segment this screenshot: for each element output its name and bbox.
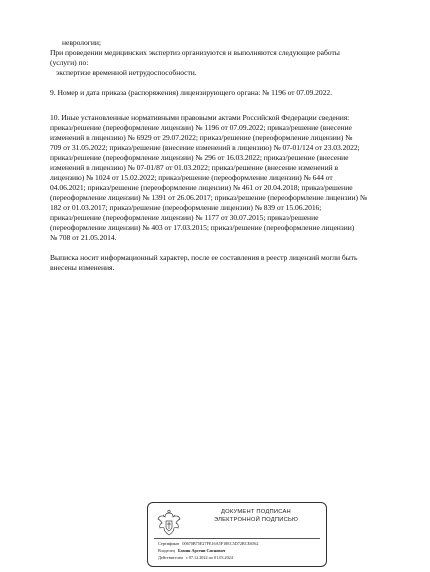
stamp-owner — [158, 548, 225, 553]
disclaimer-text: внесены изменения. — [50, 263, 115, 272]
electronic-signature-stamp — [147, 502, 327, 567]
text-line: При проведении медицинских экспертиз организуются и выполняются следующие работы — [50, 48, 340, 57]
text-line: изменений в лицензию) № 07-01/87 от 01.03.2022; приказ/решение (внесение изменений в — [50, 163, 338, 172]
text-line: лицензию) № 1024 от 15.02.2022; приказ/решение (переоформление лицензии) № 644 от — [50, 173, 333, 182]
certificate-label: Сертификат — [158, 541, 180, 546]
text-line: приказ/решение (переоформление лицензии) № 296 от 16.03.2022; приказ/решение (внесение — [50, 153, 349, 162]
text-line: приказ/решение (переоформление лицензии) № 1177 от 30.07.2015; приказ/решение — [50, 213, 319, 222]
text-line: 182 от 01.03.2017; приказ/решение (переоформление лицензии) № 839 от 15.06.2016; — [50, 203, 322, 212]
validity-label: Действителен — [158, 555, 183, 560]
coat-of-arms-icon — [156, 509, 182, 539]
stamp-validity — [158, 555, 233, 560]
text-line: № 708 от 21.05.2014. — [50, 233, 117, 242]
stamp-subtitle: ЭЛЕКТРОННОЙ ПОДПИСЬЮ — [213, 517, 299, 523]
text-line: приказ/решение (переоформление лицензии) № 1196 от 07.09.2022; приказ/решение (внесение — [50, 123, 352, 132]
owner-label: Владелец — [158, 548, 175, 553]
disclaimer-text: Выписка носит информационный характер, после ее составления в реестр лицензий могли быть — [50, 253, 358, 262]
text-line: (переоформление лицензии) № 403 от 17.03.2015; приказ/решение (переоформление лицензии) — [50, 223, 355, 232]
text-line: неврологии; — [62, 38, 101, 47]
text-line: экспертизе временной нетрудоспособности. — [56, 68, 197, 77]
validity-value: с 07.12.2022 по 01.03.2024 — [185, 555, 233, 560]
license-order-number: 9. Номер и дата приказа (распоряжения) лицензирующего органа: № 1196 от 07.09.2022. — [50, 88, 332, 97]
owner-value: Бомин Арсени Сиснович — [177, 548, 226, 553]
stamp-certificate — [158, 541, 258, 546]
text-line: 709 от 31.05.2022; приказ/решение (внесение изменений в лицензию) № 07-01/124 от 23.03.2022; — [50, 143, 360, 152]
stamp-divider — [154, 538, 320, 539]
text-line: (услуги) по: — [50, 58, 89, 67]
certificate-value: 00670B75E27FE16A5F18EC5D72BCE6562 — [182, 541, 259, 546]
text-line: 04.06.2021; приказ/решение (переоформление лицензии) № 461 от 20.04.2018; приказ/решение — [50, 183, 353, 192]
text-line: (переоформление лицензии) № 1391 от 26.06.2017; приказ/решение (переоформление лицензии) № — [50, 193, 368, 202]
text-line: изменений в лицензию) № 6929 от 29.07.2022; приказ/решение (переоформление лицензии) № — [50, 133, 353, 142]
text-line: 10. Иные установленные нормативными правовыми актами Российской Федерации сведения: — [50, 113, 350, 122]
stamp-title: ДОКУМЕНТ ПОДПИСАН — [221, 509, 291, 515]
